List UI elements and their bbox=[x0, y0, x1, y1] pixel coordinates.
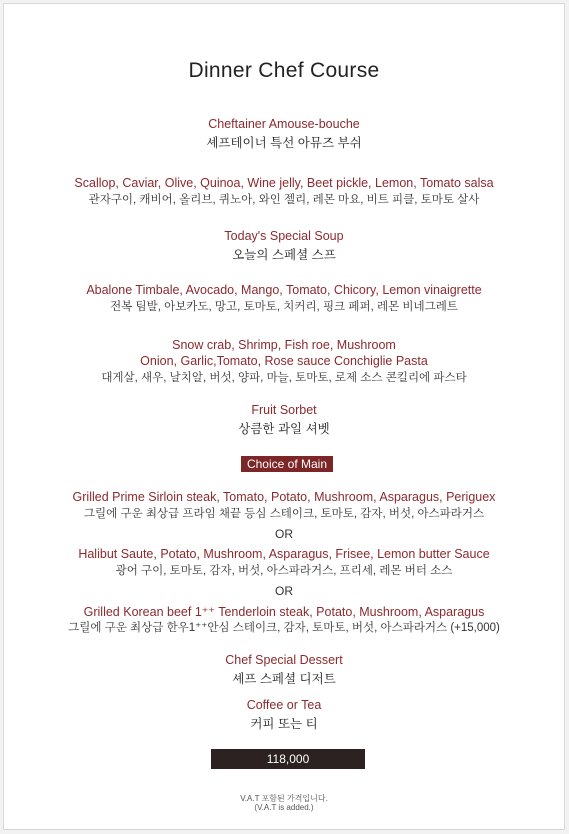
pasta-en-line1: Snow crab, Shrimp, Fish roe, Mushroom bbox=[172, 338, 396, 352]
main3-ko: 그릴에 구운 최상급 한우1⁺⁺안심 스테이크, 감자, 토마토, 버섯, 아스파라거스 (+15,000) bbox=[68, 622, 500, 634]
coffee-en: Coffee or Tea bbox=[246, 698, 322, 712]
abalone-ko: 전복 팀발, 아보카도, 망고, 토마토, 치커리, 핑크 페퍼, 레몬 비네그레트 bbox=[110, 301, 458, 313]
dessert-en: Chef Special Dessert bbox=[225, 653, 343, 667]
main1-en: Grilled Prime Sirloin steak, Tomato, Potato, Mushroom, Asparagus, Periguex bbox=[72, 490, 496, 504]
amuse-ko: 셰프테이너 특선 아뮤즈 부쉬 bbox=[206, 136, 362, 150]
main3-en: Grilled Korean beef 1⁺⁺ Tenderloin steak, Potato, Mushroom, Asparagus bbox=[83, 605, 485, 619]
scallop-ko: 관자구이, 캐비어, 올리브, 퀴노아, 와인 젤리, 레몬 마요, 비트 피클, 토마토 살사 bbox=[88, 194, 480, 206]
sorbet-ko: 상큼한 과일 셔벳 bbox=[238, 422, 330, 436]
choice-of-main-badge: Choice of Main bbox=[241, 456, 333, 472]
amuse-en: Cheftainer Amouse-bouche bbox=[208, 117, 360, 131]
soup-en: Today's Special Soup bbox=[224, 229, 344, 243]
pasta-en-line2: Onion, Garlic,Tomato, Rose sauce Conchiglie Pasta bbox=[140, 354, 428, 368]
vat-note-ko: V.A.T 포함된 가격입니다. bbox=[240, 794, 328, 803]
price-badge: 118,000 bbox=[211, 749, 365, 769]
menu-title: Dinner Chef Course bbox=[188, 59, 380, 82]
main2-en: Halibut Saute, Potato, Mushroom, Asparagus, Frisee, Lemon butter Sauce bbox=[78, 547, 490, 561]
or-divider-1: OR bbox=[275, 527, 293, 541]
menu-card bbox=[3, 3, 565, 830]
pasta-ko: 대게살, 새우, 날치알, 버섯, 양파, 마늘, 토마토, 로제 소스 콘킬리에 파스타 bbox=[101, 372, 467, 384]
or-divider-2: OR bbox=[275, 584, 293, 598]
abalone-en: Abalone Timbale, Avocado, Mango, Tomato, Chicory, Lemon vinaigrette bbox=[86, 283, 482, 297]
main1-ko: 그릴에 구운 최상급 프라임 채끝 등심 스테이크, 토마토, 감자, 버섯, 아스파라거스 bbox=[83, 508, 485, 520]
sorbet-en: Fruit Sorbet bbox=[251, 403, 317, 417]
main2-ko: 광어 구이, 토마토, 감자, 버섯, 아스파라거스, 프리세, 레몬 버터 소스 bbox=[115, 565, 453, 577]
coffee-ko: 커피 또는 티 bbox=[250, 717, 318, 731]
dessert-ko: 셰프 스페셜 디저트 bbox=[232, 672, 336, 686]
vat-note-en: (V.A.T is added.) bbox=[254, 803, 314, 812]
soup-ko: 오늘의 스페셜 스프 bbox=[232, 248, 336, 262]
scallop-en: Scallop, Caviar, Olive, Quinoa, Wine jelly, Beet pickle, Lemon, Tomato salsa bbox=[74, 176, 494, 190]
